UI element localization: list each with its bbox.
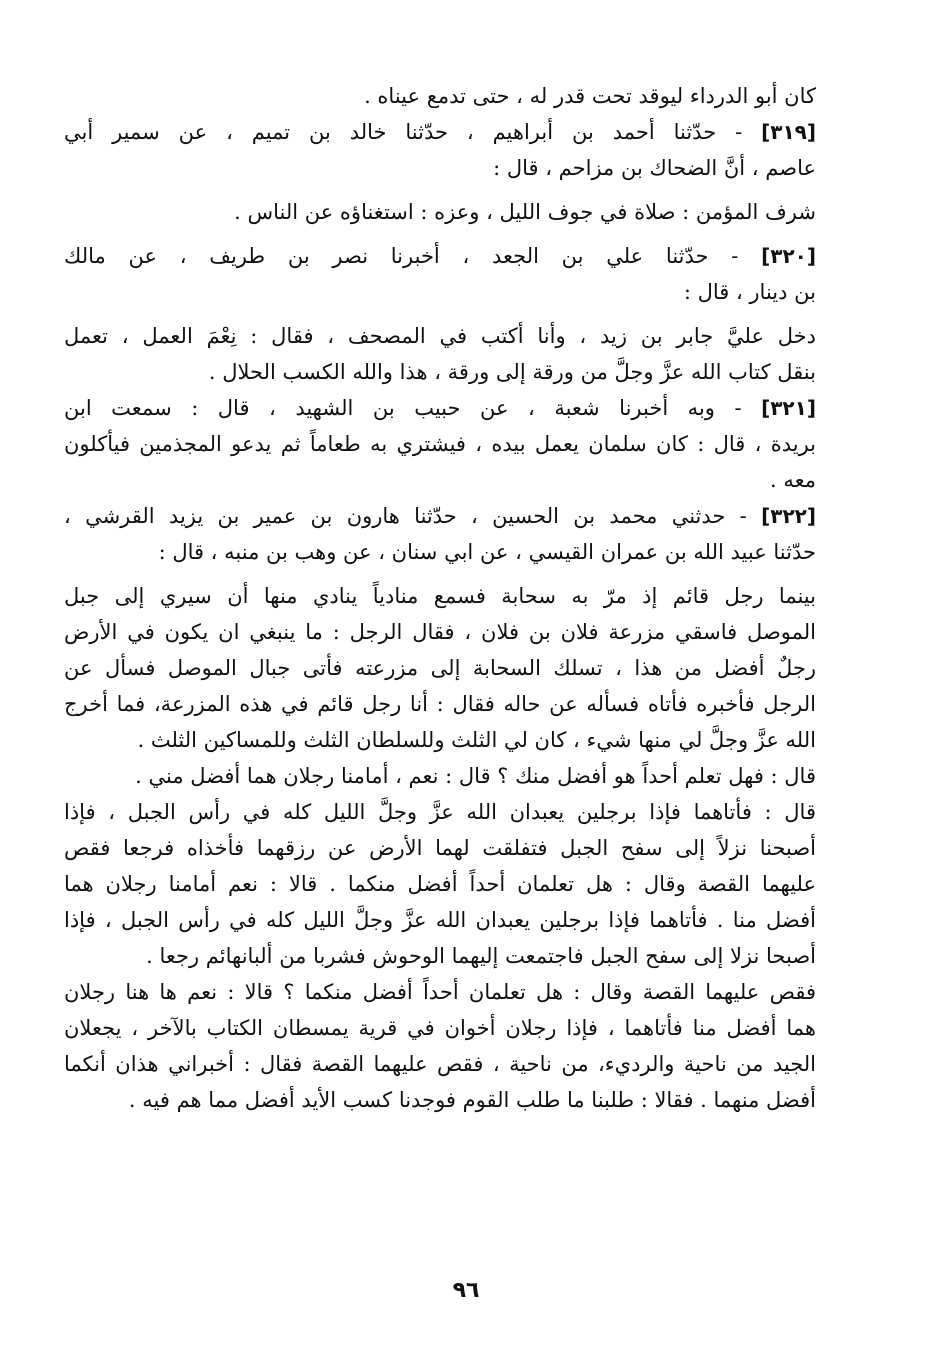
hadith-321 xyxy=(64,390,816,498)
hadith-322-text-line-11: أصبحا نزلا إلى سفح الجبل فاجتمعت إليهما الوحوش فشربا من ألبانهائم رجعا . xyxy=(146,944,816,968)
hadith-320-isnad-line-2: بن دينار ، قال : xyxy=(683,280,816,304)
hadith-319-isnad-line-1 xyxy=(64,114,816,150)
intro-line: كان أبو الدرداء ليوقد تحت قدر له ، حتى تدمع عيناه . xyxy=(364,84,816,108)
hadith-322-text-line-15: أفضل منهما . فقالا : طلبنا ما طلب القوم فوجدنا كسب الأيد أفضل مما هم فيه . xyxy=(128,1088,816,1112)
hadith-322-text-line-13: هما أفضل منا فأتاهما ، فإذا رجلان أخوان في قرية يمسطان الكتاب بالآخر ، يجعلان xyxy=(64,1016,816,1040)
hadith-322-text-line-1: بينما رجل قائم إذ مرّ به سحابة فسمع منادياً ينادي منها أن سيري إلى جبل xyxy=(64,584,816,608)
hadith-322-text-line-4: الرجل فأخبره فأتاه فسأله عن حاله فقال : أنا رجل قائم في هذه المزرعة، فما أخرج xyxy=(64,692,816,716)
hadith-321-line-1 xyxy=(64,390,816,426)
intro-paragraph xyxy=(64,78,816,114)
hadith-321-line-2: بريدة ، قال : كان سلمان يعمل بيده ، فيشتري به طعاماً ثم يدعو المجذمين فيأكلون xyxy=(64,432,816,456)
hadith-322-isnad-line-2: حدّثنا عبيد الله بن عمران القيسي ، عن ابي سنان ، عن وهب بن منبه ، قال : xyxy=(158,540,816,564)
hadith-319-isnad-text-1: - حدّثنا أحمد بن أبراهيم ، حدّثنا خالد بن تميم ، عن سمير أبي xyxy=(64,120,743,144)
hadith-322-text-line-9: عليهما القصة وقال : هل تعلمان أحداً أفضل منكما . قالا : نعم أمامنا رجلان هما xyxy=(64,872,816,896)
hadith-322-text-line-3: رجلٌ أفضل من هذا ، تسلك السحابة إلى مزرعته فأتى جبال الموصل فسأل عن xyxy=(64,656,816,680)
hadith-322-text-line-12: فقص عليهما القصة وقال : هل تعلمان أحداً أفضل منكما ؟ قالا : نعم ها هنا رجلان xyxy=(64,980,816,1004)
hadith-320-text-line-1: دخل عليَّ جابر بن زيد ، وأنا أكتب في المصحف ، فقال : نِعْمَ العمل ، تعمل xyxy=(64,324,816,348)
hadith-322-text-line-8: أصبحنا نزلاً إلى سفح الجبل فتفلقت لهما الأرض عن رزقهما فأخذاه فرجعا فقص xyxy=(64,836,816,860)
hadith-321-text-1: - وبه أخبرنا شعبة ، عن حبيب بن الشهيد ، قال : سمعت ابن xyxy=(64,396,742,420)
hadith-322-text-line-10: أفضل منا . فأتاهما فإذا برجلين يعبدان الله عزَّ وجلَّ الليل كله في رأس الجبل ، فإذا xyxy=(64,908,816,932)
hadith-322-text-line-14: الجيد من ناحية والرديء، من ناحية ، فقص عليهما القصة فقال : أخبراني هذان أنكما xyxy=(64,1052,816,1076)
hadith-322-isnad-text-1: - حدثني محمد بن الحسين ، حدّثنا هارون بن عمير بن يزيد القرشي ، xyxy=(64,504,747,528)
hadith-319 xyxy=(64,114,816,230)
hadith-320-isnad-text-1: - حدّثنا علي بن الجعد ، أخبرنا نصر بن طريف ، عن مالك xyxy=(64,244,739,268)
page-body xyxy=(64,78,816,1118)
hadith-319-number: [٣١٩] xyxy=(761,120,816,144)
hadith-320-isnad-line-1 xyxy=(64,238,816,274)
hadith-322-number: [٣٢٢] xyxy=(761,504,816,528)
hadith-321-number: [٣٢١] xyxy=(761,396,816,420)
hadith-322-text-line-2: الموصل فاسقي مزرعة فلان بن فلان ، فقال الرجل : ما ينبغي ان يكون في الأرض xyxy=(64,620,816,644)
hadith-319-isnad-line-2: عاصم ، أنَّ الضحاك بن مزاحم ، قال : xyxy=(493,156,816,180)
hadith-320-number: [٣٢٠] xyxy=(761,244,816,268)
hadith-322-text-line-6: قال : فهل تعلم أحداً هو أفضل منك ؟ قال : نعم ، أمامنا رجلان هما أفضل مني . xyxy=(135,764,816,788)
hadith-320 xyxy=(64,238,816,390)
hadith-322-isnad-line-1 xyxy=(64,498,816,534)
hadith-321-line-3: معه . xyxy=(770,468,816,492)
hadith-319-text-line-1: شرف المؤمن : صلاة في جوف الليل ، وعزه : استغناؤه عن الناس . xyxy=(234,200,816,224)
hadith-322 xyxy=(64,498,816,1118)
page-number: ٩٦ xyxy=(452,1278,480,1303)
hadith-322-text-line-5: الله عزَّ وجلَّ لي منها شيء ، كان لي الثلث وللسلطان الثلث وللمساكين الثلث . xyxy=(137,728,816,752)
hadith-320-text-line-2: بنقل كتاب الله عزَّ وجلَّ من ورقة إلى ورقة ، هذا والله الكسب الحلال . xyxy=(208,360,816,384)
hadith-322-text-line-7: قال : فأتاهما فإذا برجلين يعبدان الله عزَّ وجلَّ الليل كله في رأس الجبل ، فإذا xyxy=(64,800,816,824)
